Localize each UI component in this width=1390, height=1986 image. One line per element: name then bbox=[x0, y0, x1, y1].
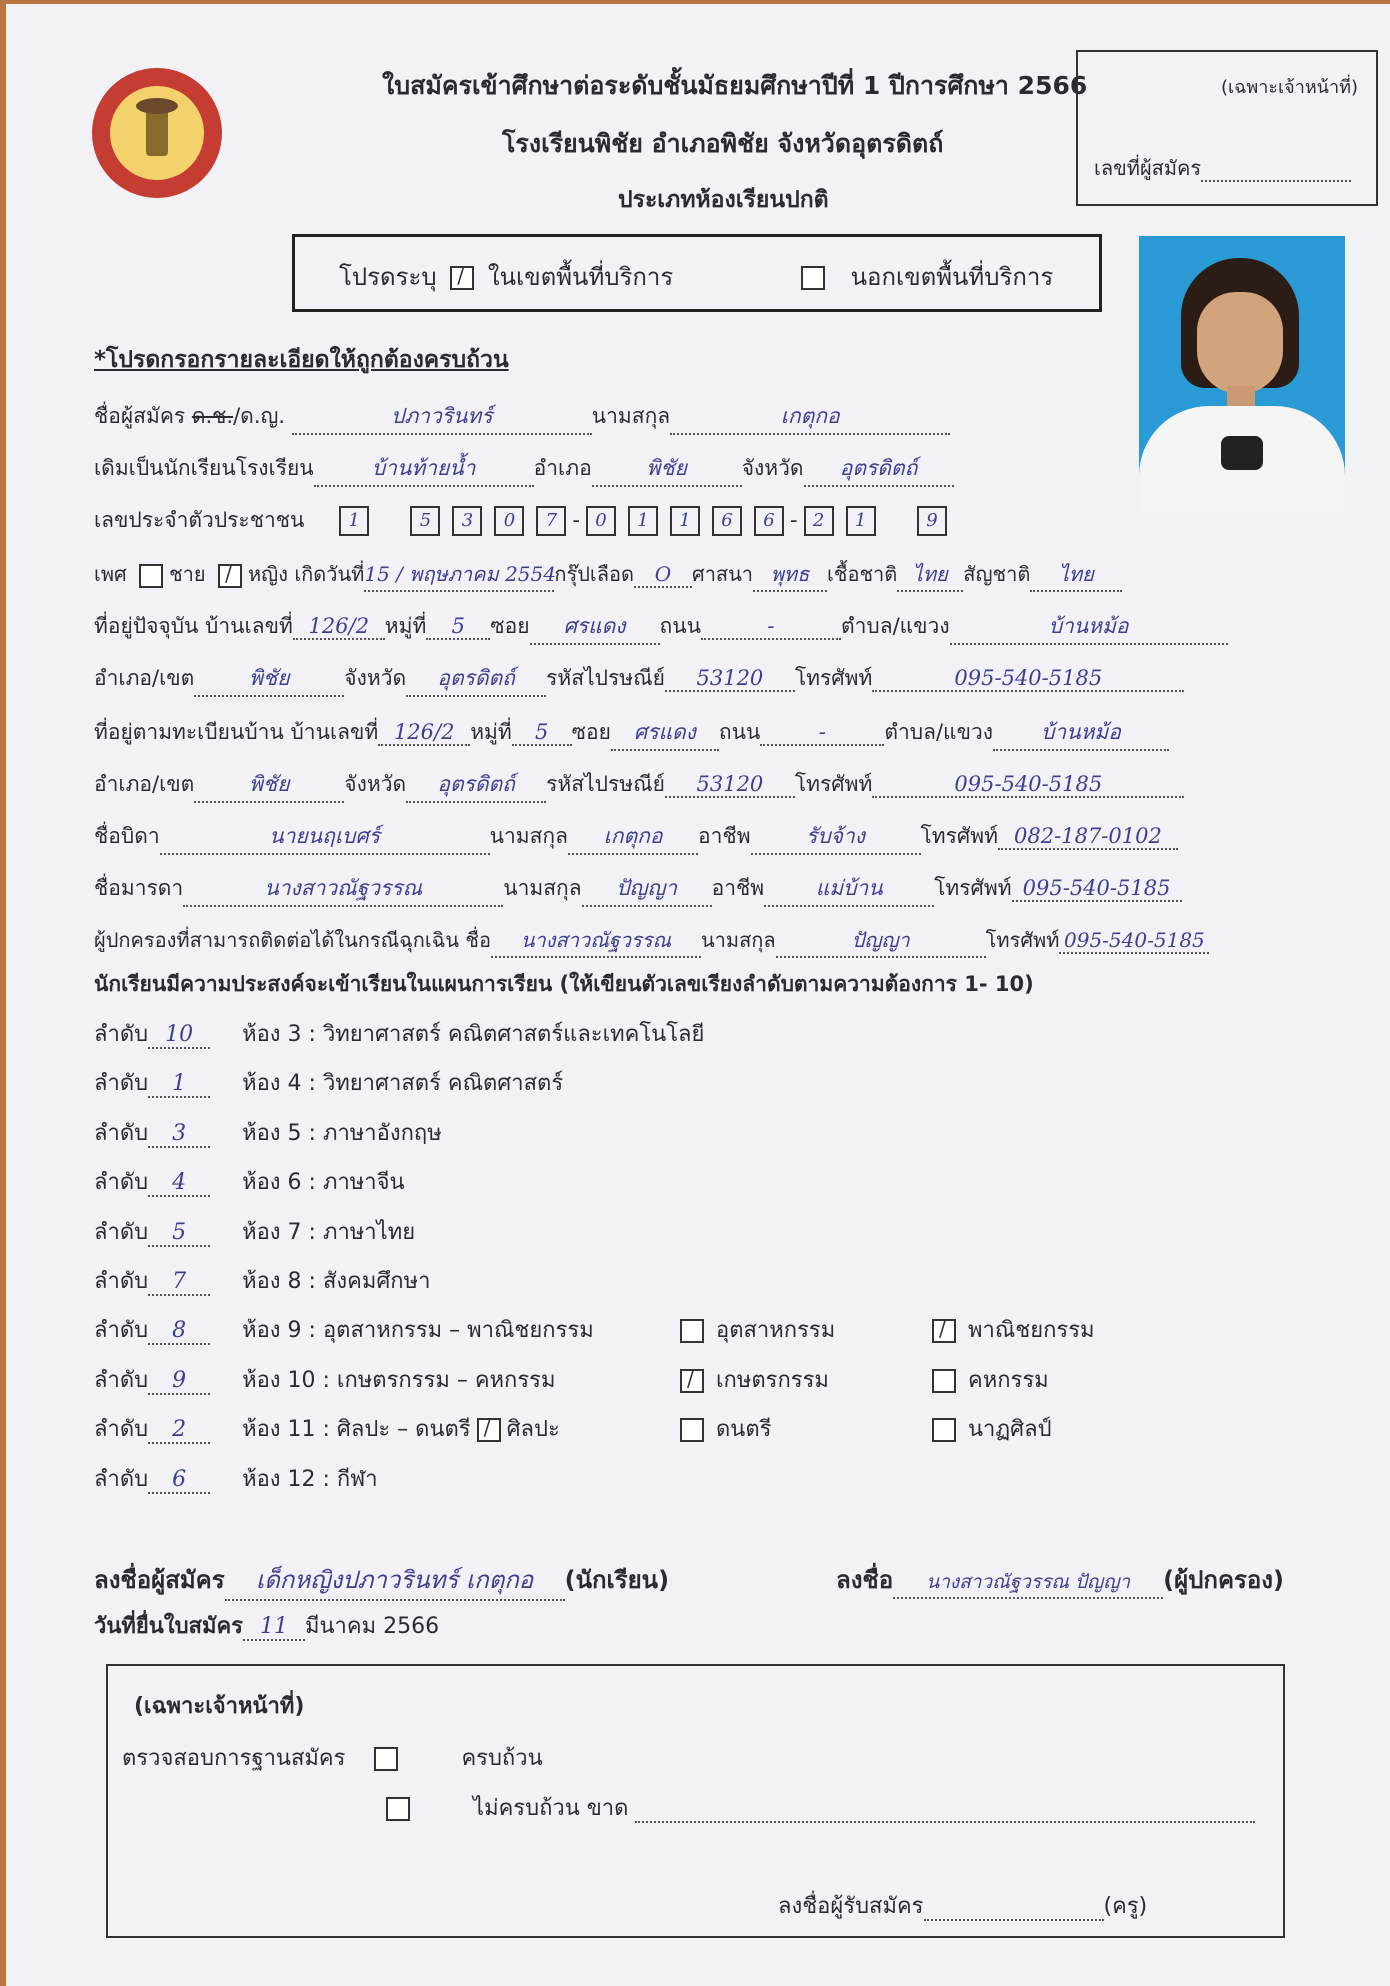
registered-address-label: ที่อยู่ตามทะเบียนบ้าน บ้านเลขที่ bbox=[94, 720, 379, 744]
in-area-checkbox[interactable] bbox=[450, 266, 474, 290]
blood-label: กรุ๊ปเลือด bbox=[554, 562, 634, 586]
mother-name-field[interactable]: นางสาวณัฐวรรณ bbox=[183, 872, 503, 907]
receiver-sign-label: ลงชื่อผู้รับสมัคร bbox=[778, 1894, 924, 1919]
room-label: ห้อง 11 : ศิลปะ – ดนตรี bbox=[242, 1417, 471, 1443]
citizen-id-label: เลขประจำตัวประชาชน bbox=[94, 508, 305, 532]
rank-label: ลำดับ bbox=[94, 1318, 149, 1344]
race-field[interactable]: ไทย bbox=[897, 558, 963, 592]
option-label: เกษตรกรรม bbox=[716, 1367, 829, 1393]
surname-label: นามสกุล bbox=[700, 928, 776, 952]
mother-phone-field[interactable]: 095-540-5185 bbox=[1012, 876, 1182, 902]
father-name-field[interactable]: นายนฤเบศร์ bbox=[160, 820, 490, 855]
preference-row bbox=[94, 1263, 430, 1298]
father-label: ชื่อบิดา bbox=[94, 824, 160, 848]
sex-label: เพศ bbox=[94, 562, 127, 586]
registered-postal-field[interactable]: 53120 bbox=[665, 772, 795, 798]
room-label: ห้อง 9 : อุตสาหกรรม – พาณิชยกรรม bbox=[242, 1318, 594, 1344]
rank-label: ลำดับ bbox=[94, 1120, 149, 1146]
rank-label: ลำดับ bbox=[94, 1219, 149, 1245]
rank-field[interactable]: 7 bbox=[148, 1269, 210, 1296]
staff-only-label: (เฉพาะเจ้าหน้าที่) bbox=[1220, 77, 1358, 98]
verify-label: ตรวจสอบการฐานสมัคร bbox=[122, 1746, 346, 1771]
preference-row bbox=[94, 1461, 378, 1496]
title-female: /ด.ญ. bbox=[233, 404, 286, 428]
job-label: อาชีพ bbox=[711, 876, 765, 900]
rank-field[interactable]: 1 bbox=[148, 1071, 210, 1098]
option-label: อุตสาหกรรม bbox=[716, 1318, 836, 1344]
district-label: อำเภอ/เขต bbox=[94, 666, 195, 690]
district-field[interactable]: พิชัย bbox=[592, 452, 742, 487]
guardian-surname-field[interactable]: ปัญญา bbox=[776, 924, 986, 958]
dob-label: เกิดวันที่ bbox=[294, 562, 365, 586]
soi-label: ซอย bbox=[571, 720, 611, 744]
surname-label: นามสกุล bbox=[489, 824, 569, 848]
road-label: ถนน bbox=[718, 720, 761, 744]
surname-label: นามสกุล bbox=[591, 404, 671, 428]
subdistrict-label: ตำบล/แขวง bbox=[884, 720, 993, 744]
current-house-no-field[interactable]: 126/2 bbox=[293, 614, 385, 640]
current-district-field[interactable]: พิชัย bbox=[194, 662, 344, 697]
classroom-type: ประเภทห้องเรียนปกติ bbox=[618, 187, 829, 213]
applicant-sign-label: ลงชื่อผู้สมัคร bbox=[94, 1566, 225, 1594]
dob-field[interactable]: 15 / พฤษภาคม 2554 bbox=[364, 558, 554, 592]
registered-phone-field[interactable]: 095-540-5185 bbox=[872, 772, 1184, 798]
incomplete-checkbox[interactable] bbox=[386, 1797, 410, 1821]
rank-field[interactable]: 4 bbox=[148, 1170, 210, 1197]
rank-label: ลำดับ bbox=[94, 1367, 149, 1393]
option-checkbox[interactable] bbox=[680, 1369, 704, 1393]
current-province-field[interactable]: อุตรดิตถ์ bbox=[406, 662, 546, 697]
room-label: ห้อง 3 : วิทยาศาสตร์ คณิตศาสตร์และเทคโนโลยี bbox=[242, 1022, 705, 1047]
rank-field[interactable]: 9 bbox=[148, 1368, 210, 1395]
preference-row bbox=[94, 1411, 560, 1446]
id-digit[interactable]: 9 bbox=[917, 506, 947, 536]
rank-field[interactable]: 8 bbox=[148, 1318, 210, 1345]
applicant-photo bbox=[1139, 236, 1345, 512]
guardian-suffix: (ผู้ปกครอง) bbox=[1163, 1566, 1284, 1594]
receiver-signature-field[interactable] bbox=[924, 1894, 1104, 1921]
surname-field[interactable]: เกตุกอ bbox=[670, 400, 950, 435]
submit-day-field[interactable]: 11 bbox=[243, 1614, 305, 1641]
first-name-field[interactable]: ปภาวรินทร์ bbox=[292, 400, 592, 435]
room-label: ห้อง 6 : ภาษาจีน bbox=[242, 1170, 405, 1196]
specify-label: โปรดระบุ bbox=[339, 263, 437, 291]
rank-label: ลำดับ bbox=[94, 1466, 149, 1492]
option-item bbox=[926, 1312, 1095, 1347]
id-digit[interactable]: 0 bbox=[586, 506, 616, 536]
staff-only-box bbox=[1076, 50, 1378, 206]
option-checkbox[interactable] bbox=[680, 1319, 704, 1343]
id-digit[interactable]: 3 bbox=[452, 506, 482, 536]
province-label: จังหวัด bbox=[741, 456, 804, 480]
phone-label: โทรศัพท์ bbox=[985, 928, 1060, 952]
job-label: อาชีพ bbox=[698, 824, 751, 848]
instruction-text: *โปรดกรอกรายละเอียดให้ถูกต้องครบถ้วน bbox=[94, 347, 509, 373]
guardian-label: ผู้ปกครองที่สามารถติดต่อได้ในกรณีฉุกเฉิน ชื่อ bbox=[94, 928, 491, 952]
option-checkbox[interactable] bbox=[680, 1418, 704, 1442]
soi-label: ซอย bbox=[490, 614, 530, 638]
rank-label: ลำดับ bbox=[94, 1269, 149, 1294]
incomplete-label: ไม่ครบถ้วน ขาด bbox=[473, 1796, 629, 1821]
moo-label: หมู่ที่ bbox=[384, 614, 427, 638]
rank-field[interactable]: 5 bbox=[148, 1220, 210, 1247]
room-label: ห้อง 4 : วิทยาศาสตร์ คณิตศาสตร์ bbox=[242, 1071, 564, 1097]
out-area-checkbox[interactable] bbox=[801, 266, 825, 290]
province-label: จังหวัด bbox=[344, 772, 407, 796]
room-label: ห้อง 8 : สังคมศึกษา bbox=[242, 1269, 431, 1294]
room-label: ห้อง 5 : ภาษาอังกฤษ bbox=[242, 1120, 442, 1146]
applicant-signature[interactable]: เด็กหญิงปภาวรินทร์ เกตุกอ bbox=[225, 1560, 565, 1601]
female-label: หญิง bbox=[247, 562, 288, 586]
school-seal-logo bbox=[92, 68, 222, 198]
applicant-no-field[interactable] bbox=[1201, 156, 1351, 182]
preference-row bbox=[94, 1065, 563, 1100]
option-checkbox[interactable] bbox=[932, 1369, 956, 1393]
father-phone-field[interactable]: 082-187-0102 bbox=[998, 824, 1178, 850]
registered-district-field[interactable]: พิชัย bbox=[194, 768, 344, 803]
id-digit[interactable]: 6 bbox=[754, 506, 784, 536]
id-digit[interactable]: 1 bbox=[670, 506, 700, 536]
option-item bbox=[674, 1312, 835, 1347]
guardian-sign-label: ลงชื่อ bbox=[836, 1566, 894, 1594]
phone-label: โทรศัพท์ bbox=[794, 772, 873, 796]
registered-subdistrict-field[interactable]: บ้านหม้อ bbox=[993, 716, 1169, 751]
id-digit[interactable]: 1 bbox=[339, 506, 369, 536]
option-checkbox[interactable] bbox=[932, 1418, 956, 1442]
district-label: อำเภอ/เขต bbox=[94, 772, 195, 796]
form-title: ใบสมัครเข้าศึกษาต่อระดับชั้นมัธยมศึกษาปีที่ 1 ปีการศึกษา 2566 bbox=[382, 71, 1088, 100]
current-phone-field[interactable]: 095-540-5185 bbox=[872, 666, 1184, 692]
option-label: นาฏศิลป์ bbox=[968, 1417, 1052, 1443]
province-label: จังหวัด bbox=[344, 666, 407, 690]
missing-items-field[interactable] bbox=[635, 1796, 1255, 1823]
option-item bbox=[926, 1362, 1049, 1397]
student-suffix: (นักเรียน) bbox=[564, 1566, 670, 1594]
phone-label: โทรศัพท์ bbox=[934, 876, 1012, 900]
registered-soi-field[interactable]: ศรแดง bbox=[611, 716, 719, 751]
road-label: ถนน bbox=[659, 614, 701, 638]
school-name: โรงเรียนพิชัย อำเภอพิชัย จังหวัดอุตรดิตถ์ bbox=[502, 129, 944, 158]
option-checkbox[interactable] bbox=[477, 1418, 501, 1442]
current-postal-field[interactable]: 53120 bbox=[665, 666, 795, 692]
race-label: เชื้อชาติ bbox=[827, 562, 898, 586]
id-digit[interactable]: 0 bbox=[494, 506, 524, 536]
complete-label: ครบถ้วน bbox=[461, 1746, 543, 1771]
preference-row bbox=[94, 1164, 405, 1199]
rank-field[interactable]: 2 bbox=[148, 1417, 210, 1444]
nationality-label: สัญชาติ bbox=[963, 562, 1031, 586]
religion-field[interactable]: พุทธ bbox=[753, 558, 827, 592]
postal-label: รหัสไปรษณีย์ bbox=[546, 772, 665, 796]
application-form: ใบสมัครเข้าศึกษาต่อระดับชั้นมัธยมศึกษาปีที่ 1 ปีการศึกษา 2566 โรงเรียนพิชัย อำเภอพิชัย จังหวัดอุตรดิตถ์ ประเภทห้องเรียนปกติ (เฉพาะเจ้าหน้าที่) เลขที่ผู้สมัคร โปรดระบุ / ในเขตพื้นที่บริการ นอกเขตพื้นที่บริการ *โปรดกรอกรายละเอียดให้ถูกต้องครบถ้วน ชื่อผู้สมัคร ด.ช./ด.ญ. ปภาวรินทร์ นามสกุล เกตุกอ เดิมเป็นนักเรียนโรงเรียน บ้านท้ายน้ำ อำเภอ พิชัย จังหวัด อุตรดิตถ์ เลขประจำตัวประชาชน 1 5 3 0 7 - 0 1 1 6 6 - 2 1 9 เพศ ชาย / หญิง เกิดวันที่15 / พฤษภาคม 2554กรุ๊ปเลือด O ศาสนา พุทธ เชื้อชาติ ไทย สัญชาติ ไทย ที่อยู่ปัจจุบัน บ้านเลขที่ 126/2 หมู่ที่ 5 ซอย ศรแดง ถนน - ตำบล/แขวง บ้านหม้อ อำเภอ/เขต พิชัย จังหวัด อุตรดิตถ์ รหัสไปรษณีย์ 53120 โทรศัพท์ 095-540-5185 ที่อยู่ตามทะเบียนบ้าน บ้านเลขที่ 126/2 หมู่ที่ 5 ซอย ศรแดง ถนน - ตำบล/แขวง บ้านหม้อ อำเภอ/เขต พิชัย จังหวัด อุตรดิตถ์ รหัสไปรษณีย์ 53120 โทรศัพท์ 095-540-5185 ชื่อบิดา นายนฤเบศร์ นามสกุล เกตุกอ อาชีพ รับจ้าง โทรศัพท์ 082-187-0102 ชื่อมารดา นางสาวณัฐวรรณ นามสกุล ปัญญา อาชีพ แม่บ้าน โทรศัพท์ 095-540-5185 ผู้ปกครองที่สามารถติดต่อได้ในกรณีฉุกเฉิน ชื่อ นางสาวณัฐวรรณ นามสกุล ปัญญา โทรศัพท์ 095-540-5185 นักเรียนมีความประสงค์จะเข้าเรียนในแผนการเรียน (ให้เขียนตัวเลขเรียงลำดับตามความต้องการ 1- 10) ลำดับ 10 ห้อง 3 : วิทยาศาสตร์ คณิตศาสตร์และเทคโนโลยี ลำดับ 1 ห้อง 4 : วิทยาศาสตร์ คณิตศาสตร์ ลำดับ 3 ห้อง 5 : ภาษาอังกฤษ ลำดับ 4 ห้อง 6 : ภาษาจีน ลำดับ 5 ห้อง 7 : ภาษาไทย ลำดับ 7 ห้อง 8 : สังคมศึกษา ลำดับ 8 ห้อง 9 : อุตสาหกรรม – พาณิชยกรรม อุตสาหกรรม / พาณิชยกรรม ลำดับ 9 ห้อง 10 : เกษตรกรรม – คหกรรม / เกษตรกรรม คหกรรม ลำดับ 2 ห้อง 11 : ศิลปะ – ดนตรี/ ศิลปะ ดนตรี นาฏศิลป์ ลำดับ 6 ห้อง 12 : กีฬา ลงชื่อผู้สมัคร เด็กหญิงปภาวรินทร์ เกตุกอ (นักเรียน) ลงชื่อ นางสาวณัฐวรรณ ปัญญา (ผู้ปกครอง) วันที่ยื่นใบสมัคร 11 มีนาคม 2566 (เฉพาะเจ้าหน้าที่) ตรวจสอบการฐานสมัคร ครบถ้วน ไม่ครบถ้วน ขาด ลงชื่อผู้รับสมัคร (ครู) bbox=[6, 4, 1390, 1986]
footer-staff-label: (เฉพาะเจ้าหน้าที่) bbox=[134, 1694, 305, 1719]
current-soi-field[interactable]: ศรแดง bbox=[530, 610, 660, 645]
mother-label: ชื่อมารดา bbox=[94, 876, 184, 900]
preference-row bbox=[94, 1016, 704, 1051]
subdistrict-label: ตำบล/แขวง bbox=[840, 614, 950, 638]
option-item bbox=[674, 1362, 829, 1397]
mother-job-field[interactable]: แม่บ้าน bbox=[764, 872, 934, 907]
submit-date-label: วันที่ยื่นใบสมัคร bbox=[94, 1614, 243, 1639]
rank-label: ลำดับ bbox=[94, 1071, 149, 1097]
religion-label: ศาสนา bbox=[692, 562, 754, 586]
preference-row bbox=[94, 1362, 556, 1397]
option-label: ศิลปะ bbox=[506, 1417, 560, 1443]
id-digit[interactable]: 2 bbox=[804, 506, 834, 536]
complete-checkbox[interactable] bbox=[374, 1747, 398, 1771]
room-label: ห้อง 12 : กีฬา bbox=[242, 1466, 378, 1492]
option-label: ดนตรี bbox=[716, 1417, 772, 1443]
option-checkbox[interactable] bbox=[932, 1319, 956, 1343]
nationality-field[interactable]: ไทย bbox=[1030, 558, 1122, 592]
mother-surname-field[interactable]: ปัญญา bbox=[582, 872, 712, 907]
moo-label: หมู่ที่ bbox=[470, 720, 512, 744]
current-moo-field[interactable]: 5 bbox=[426, 614, 490, 640]
male-label: ชาย bbox=[169, 562, 206, 586]
blood-field[interactable]: O bbox=[634, 562, 692, 588]
service-area-box bbox=[292, 234, 1102, 312]
father-job-field[interactable]: รับจ้าง bbox=[751, 820, 921, 855]
id-digit[interactable]: 1 bbox=[628, 506, 658, 536]
male-checkbox[interactable] bbox=[139, 564, 163, 588]
postal-label: รหัสไปรษณีย์ bbox=[546, 666, 665, 690]
out-area-label: นอกเขตพื้นที่บริการ bbox=[850, 263, 1054, 291]
district-label: อำเภอ bbox=[533, 456, 592, 480]
prev-school-field[interactable]: บ้านท้ายน้ำ bbox=[314, 452, 534, 487]
id-digit[interactable]: 5 bbox=[410, 506, 440, 536]
room-label: ห้อง 10 : เกษตรกรรม – คหกรรม bbox=[242, 1367, 556, 1393]
id-digit[interactable]: 6 bbox=[712, 506, 742, 536]
phone-label: โทรศัพท์ bbox=[794, 666, 873, 690]
preference-row bbox=[94, 1312, 594, 1347]
submit-month-year: มีนาคม 2566 bbox=[305, 1614, 440, 1639]
room-label: ห้อง 7 : ภาษาไทย bbox=[242, 1219, 416, 1245]
father-surname-field[interactable]: เกตุกอ bbox=[568, 820, 698, 855]
rank-field[interactable]: 6 bbox=[148, 1467, 210, 1494]
id-digit[interactable]: 1 bbox=[846, 506, 876, 536]
option-label: พาณิชยกรรม bbox=[968, 1318, 1095, 1344]
current-road-field[interactable]: - bbox=[701, 614, 841, 640]
preference-row bbox=[94, 1214, 415, 1249]
option-item bbox=[674, 1411, 771, 1446]
registered-moo-field[interactable]: 5 bbox=[512, 720, 572, 746]
option-item bbox=[926, 1411, 1052, 1446]
current-address-label: ที่อยู่ปัจจุบัน บ้านเลขที่ bbox=[94, 614, 293, 638]
applicant-no-label: เลขที่ผู้สมัคร bbox=[1094, 156, 1202, 180]
title-male-crossed: ด.ช. bbox=[191, 404, 234, 428]
registered-province-field[interactable]: อุตรดิตถ์ bbox=[406, 768, 546, 803]
surname-label: นามสกุล bbox=[503, 876, 582, 900]
rank-field[interactable]: 10 bbox=[148, 1022, 210, 1049]
rank-label: ลำดับ bbox=[94, 1170, 149, 1196]
teacher-suffix: (ครู) bbox=[1103, 1894, 1148, 1919]
guardian-name-field[interactable]: นางสาวณัฐวรรณ bbox=[491, 924, 701, 958]
province-field[interactable]: อุตรดิตถ์ bbox=[804, 452, 954, 487]
registered-road-field[interactable]: - bbox=[760, 720, 884, 746]
id-digit[interactable]: 7 bbox=[536, 506, 566, 536]
preference-heading: นักเรียนมีความประสงค์จะเข้าเรียนในแผนการเรียน (ให้เขียนตัวเลขเรียงลำดับตามความต้องการ 1- 10) bbox=[94, 972, 1034, 996]
rank-field[interactable]: 3 bbox=[148, 1121, 210, 1148]
in-area-label: ในเขตพื้นที่บริการ bbox=[487, 263, 674, 291]
staff-verification-box bbox=[106, 1664, 1285, 1938]
current-subdistrict-field[interactable]: บ้านหม้อ bbox=[950, 610, 1228, 645]
rank-label: ลำดับ bbox=[94, 1417, 149, 1443]
registered-house-no-field[interactable]: 126/2 bbox=[378, 720, 470, 746]
guardian-phone-field[interactable]: 095-540-5185 bbox=[1059, 928, 1209, 954]
phone-label: โทรศัพท์ bbox=[920, 824, 998, 848]
applicant-name-label: ชื่อผู้สมัคร bbox=[94, 404, 186, 428]
prev-school-label: เดิมเป็นนักเรียนโรงเรียน bbox=[94, 456, 314, 480]
preference-row bbox=[94, 1115, 442, 1150]
option-label: คหกรรม bbox=[968, 1367, 1049, 1393]
guardian-signature[interactable]: นางสาวณัฐวรรณ ปัญญา bbox=[893, 1567, 1163, 1599]
rank-label: ลำดับ bbox=[94, 1022, 149, 1047]
female-checkbox[interactable] bbox=[218, 564, 242, 588]
